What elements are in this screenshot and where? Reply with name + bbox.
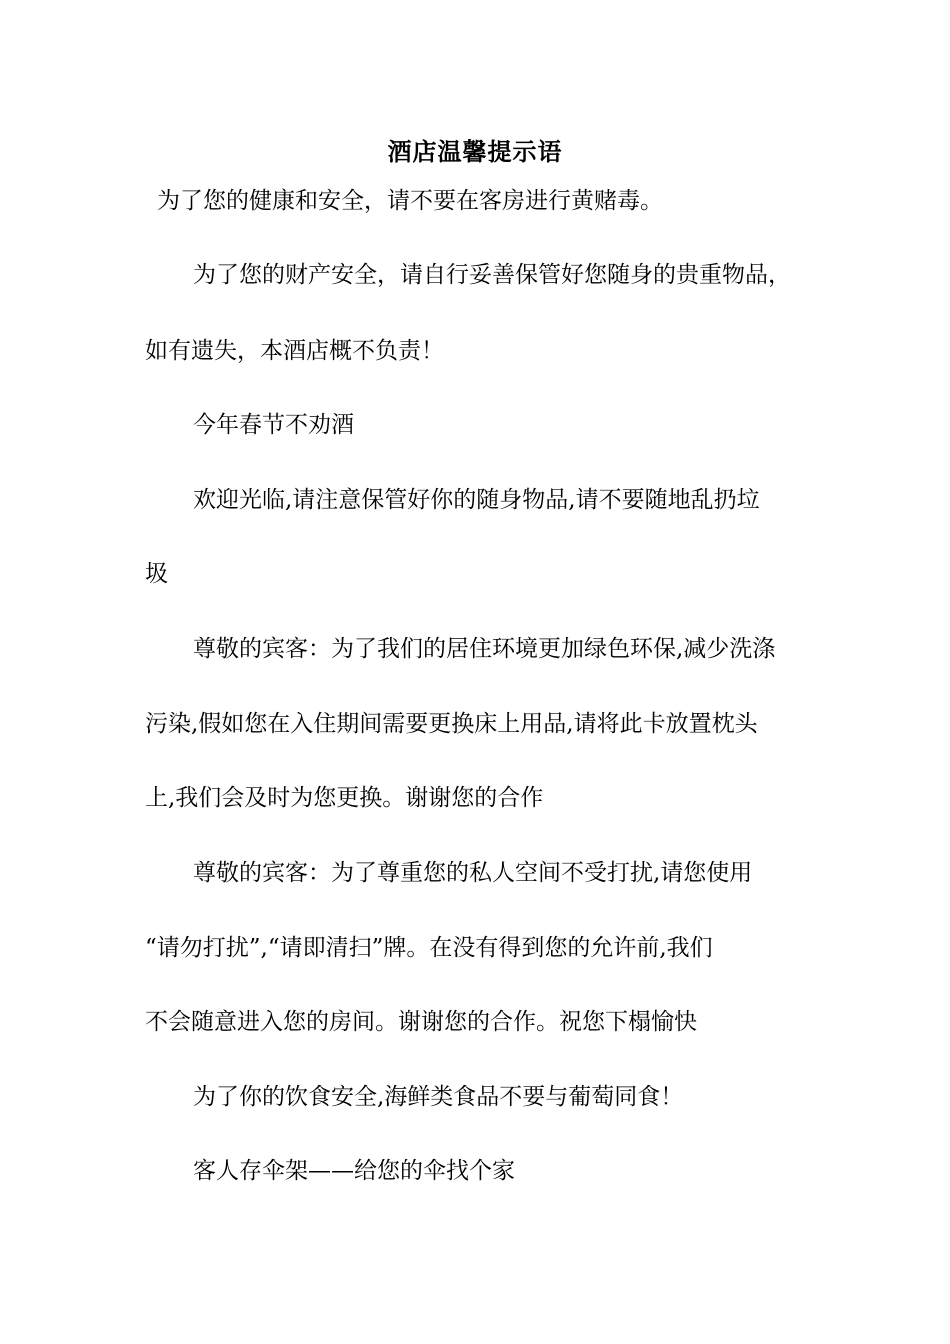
paragraph-line: 如有遗失，本酒店概不负责！ <box>145 338 444 364</box>
paragraph-line: 污染,假如您在入住期间需要更换床上用品,请将此卡放置枕头 <box>145 711 758 737</box>
paragraph-line: 尊敬的宾客：为了尊重您的私人空间不受打扰,请您使用 <box>193 860 753 886</box>
paragraph-line: 为了您的健康和安全，请不要在客房进行黄赌毒。 <box>157 188 663 214</box>
document-title: 酒店温馨提示语 <box>387 137 563 166</box>
paragraph-line: 上,我们会及时为您更换。谢谢您的合作 <box>145 785 544 811</box>
paragraph-line: 为了您的财产安全，请自行妥善保管好您随身的贵重物品， <box>193 262 791 288</box>
paragraph-line: 今年春节不劝酒 <box>193 412 354 438</box>
paragraph-line: 为了你的饮食安全,海鲜类食品不要与葡萄同食！ <box>193 1084 684 1110</box>
paragraph-line: 尊敬的宾客：为了我们的居住环境更加绿色环保,减少洗涤 <box>193 636 776 662</box>
paragraph-line: 客人存伞架——给您的伞找个家 <box>193 1158 515 1184</box>
paragraph-line: “请勿打扰”,“请即清扫”牌。在没有得到您的允许前,我们 <box>145 935 713 961</box>
paragraph-line: 圾 <box>145 561 168 587</box>
paragraph-line: 不会随意进入您的房间。谢谢您的合作。祝您下榻愉快 <box>145 1009 697 1035</box>
paragraph-line: 欢迎光临,请注意保管好你的随身物品,请不要随地乱扔垃 <box>193 487 760 513</box>
